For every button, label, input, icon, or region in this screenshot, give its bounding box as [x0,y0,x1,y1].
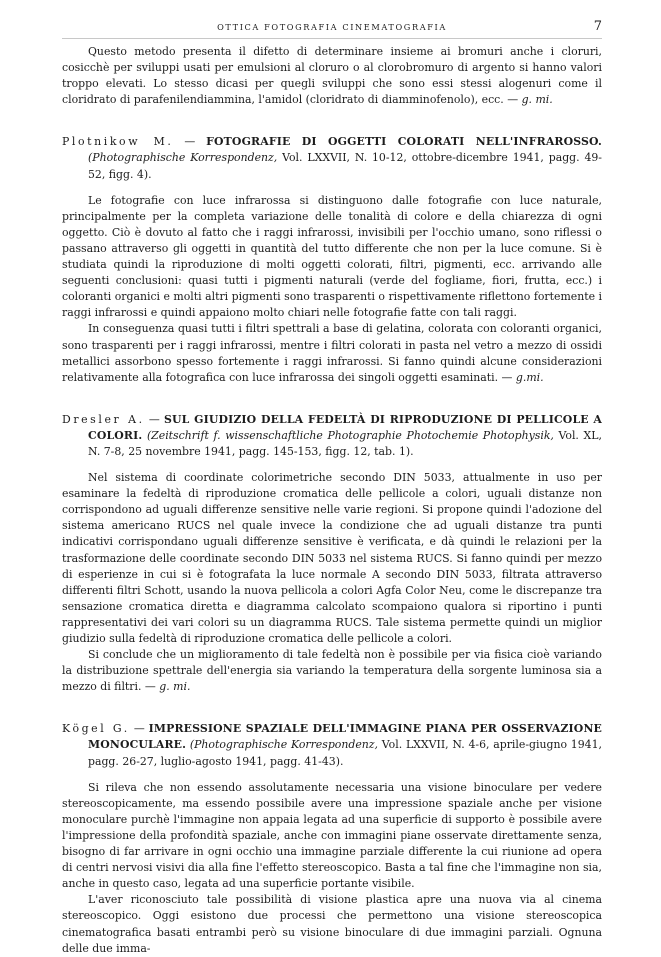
reviewer-signature: g. mi. [159,680,191,694]
review-paragraph [62,647,602,695]
paragraph-text: Si conclude che un miglioramento di tale fedeltà non è possibile per via fisica cioè variando la distribuzione spettrale dell'energia sia variando la temperatura della sorgente luminosa sia a mezzo di filtri. — [62,648,602,694]
review-dresler [62,412,602,696]
paragraph-text: Le fotografie con luce infrarossa si distinguono dalle fotografie con luce naturale, principalmente per la completa variazione delle tonalità di colore e della chiarezza di ogni oggetto. Ciò è dovuto al fatto che i raggi infrarossi, invisibili per l'occhio umano, sono riflessi o passano attraverso gli oggetti in quantità del tutto differente che non per la luce comune. Si è studiata quindi la riproduzione di molti oggetti colorati, filtri, pigmenti, ecc. arrivando alle seguenti conclusioni: quasi tutti i pigmenti naturali (verde del fogliame, fiori, frutta, ecc.) i coloranti organici e molti altri pigmenti sono trasparenti o rispettivamente riflettono fortemente i raggi infrarossi e quindi appaiono molto chiari nelle fotografie fatte con tali raggi. [62,193,602,320]
review-plotnikow [62,134,602,385]
review-paragraph [62,470,602,647]
paragraph-text: Nel sistema di coordinate colorimetriche secondo DIN 5033, attualmente in uso per esaminare la fedeltà di riproduzione cromatica delle pellicole a colori, uguali distanze non corrispondono ad uguali differenze sensitive nelle varie regioni. Si propone quindi l'adozione del sistema americano RUCS nel quale invece la condizione che ad uguali distanze tra punti indicativi corrispondano uguali differenze sensitive è verificata, e dà quindi le relazioni per la trasformazione delle coordinate secondo DIN 5033 nel sistema RUCS. Si fanno quindi per mezzo di esperienze in cui si è fotografata la luce normale A secondo DIN 5033, filtrata attraverso differenti filtri Schott, usando la nuova pellicola a colori Agfa Color Neu, come le discrepanze tra sensazione cromatica diretta e diagramma calcolato scompaiono qualora si riportino i punti rappresentativi dei vari colori su un diagramma RUCS. Tale sistema permette quindi un miglior giudizio sulla fedeltà di riproduzione cromatica delle pellicole a colori. [62,471,602,645]
review-author: Kögel G. [62,722,130,736]
review-citation-details: Vol. XL, N. 7-8, 25 novembre 1941, pagg. 145-153, figg. 12, tab. 1). [88,428,602,458]
review-paragraph [62,780,602,893]
title-dash: — [184,135,196,149]
intro-section [62,44,602,108]
review-journal: (Photographische Korrespondenz, [88,151,278,165]
review-citation-details: Vol. LXXVII, N. 4-6, aprile-giugno 1941, pagg. 26-27, luglio-agosto 1941, pagg. 41-43). [88,738,602,768]
title-dash: — [133,722,145,736]
running-title: OTTICA FOTOGRAFIA CINEMATOGRAFIA [217,22,447,32]
intro-paragraph [62,44,602,108]
running-header [62,19,602,35]
paragraph-text: Si rileva che non essendo assolutamente necessaria una visione binoculare per vedere stereoscopicamente, ma essendo possibile avere una impressione spaziale anche per visione monoculare purchè l'immagine non appaia legata ad una superficie di supporto è possibile avere l'impressione della profondità spaziale, anche con immagini piane osservate direttamente senza, bisogno di far arrivare in ogni occhio una immagine parziale differente la cui riunione ad opera di centri nervosi visivi dia alla fine l'effetto stereoscopico. Basta a tal fine che l'immagine non sia, anche in questo caso, legata ad una superficie portante visibile. [62,780,602,891]
review-journal: (Photographische Korrespondenz, [189,738,379,752]
review-reference [62,721,602,769]
article-body [62,44,602,957]
review-reference [62,134,602,182]
page-number: 7 [593,19,602,34]
review-title: FOTOGRAFIE DI OGGETTI COLORATI NELL'INFRAROSSO. [206,135,602,149]
paragraph-text: Questo metodo presenta il difetto di determinare insieme ai bromuri anche i cloruri, cosicchè per sviluppi usati per emulsioni al cloruro o al clorobromuro di argento si hanno valori troppo elevati. Lo stesso dicasi per quegli sviluppi che sono essi stessi alogenuri come il cloridrato di parafenilendiammina, l'amidol (cloridrato di diamminofenolo), ecc. — [62,45,602,107]
paragraph-text: In conseguenza quasi tutti i filtri spettrali a base di gelatina, colorata con coloranti organici, sono trasparenti per i raggi infrarossi, mentre i filtri colorati in pasta nel vetro a mezzo di ossidi metallici assorbono spesso fortemente i raggi infrarossi. Si fanno quindi alcune considerazioni relativamente alla fotografica con luce infrarossa dei singoli oggetti esaminati. — [62,322,602,384]
review-author: Plotnikow M. [62,135,174,149]
header-rule [62,38,602,39]
review-paragraph [62,321,602,385]
review-title: IMPRESSIONE SPAZIALE DELL'IMMAGINE PIANA PER OSSERVAZIONE MONOCULARE. [88,722,602,752]
title-dash: — [148,412,160,426]
review-citation-details: Vol. LXXVII, N. 10-12, ottobre-dicembre 1941, pagg. 49-52, figg. 4). [88,151,602,181]
review-kogel [62,721,602,956]
review-paragraph [62,892,602,956]
review-journal: (Zeitschrift f. wissenschaftliche Photographie Photochemie Photophysik, [146,428,554,442]
reviewer-signature: g. mi. [521,93,553,107]
reviewer-signature: g.mi. [515,370,544,384]
review-reference [62,412,602,460]
paragraph-text: L'aver riconosciuto tale possibilità di visione plastica apre una nuova via al cinema stereoscopico. Oggi esistono due processi che permettono una visione stereoscopica cinematografica basati entrambi però su visione binoculare di due immagini parziali. Ognuna delle due imma- [62,893,602,955]
review-paragraph [62,193,602,322]
review-author: Dresler A. [62,412,145,426]
review-title: SUL GIUDIZIO DELLA FEDELTÀ DI RIPRODUZIONE DI PELLICOLE A COLORI. [88,412,602,442]
